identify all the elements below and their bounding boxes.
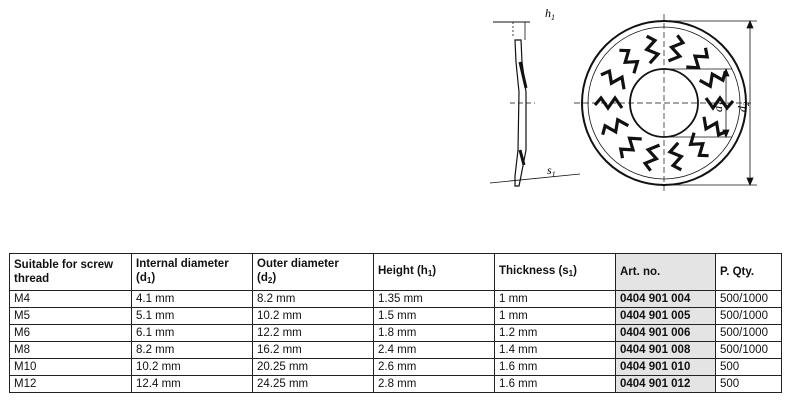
cell-pack-qty: 500 [716,359,782,376]
cell-art-no: 0404 901 008 [616,342,716,359]
table-row [10,308,782,325]
cell-thread: M8 [10,342,132,359]
specifications-table [9,253,782,393]
cell-thread: M6 [10,325,132,342]
table-row [10,325,782,342]
h1-label: $h_1$ [545,6,555,22]
cell-art-no: 0404 901 010 [616,359,716,376]
table-row [10,359,782,376]
cell-pack-qty: 500 [716,376,782,393]
cell-height: 2.8 mm [374,376,495,393]
cell-internal-diameter: 12.4 mm [132,376,253,393]
cell-thickness: 1 mm [495,291,616,308]
cell-height: 2.4 mm [374,342,495,359]
cell-thread: M5 [10,308,132,325]
cell-outer-diameter: 12.2 mm [253,325,374,342]
cell-height: 1.5 mm [374,308,495,325]
table-row [10,376,782,393]
d2-label: $d_2$ [735,102,751,112]
cell-outer-diameter: 8.2 mm [253,291,374,308]
table-row [10,342,782,359]
s1-label: $s_1$ [547,163,556,179]
cell-art-no: 0404 901 004 [616,291,716,308]
cell-internal-diameter: 4.1 mm [132,291,253,308]
cell-internal-diameter: 5.1 mm [132,308,253,325]
header-thread: Suitable for screw thread [10,254,132,291]
header-outer-diameter: Outer diameter $(d_2)$ [253,254,374,291]
header-internal-diameter: Internal diameter $(d_1)$ [132,254,253,291]
cell-pack-qty: 500/1000 [716,308,782,325]
cell-pack-qty: 500/1000 [716,342,782,359]
cell-height: 1.35 mm [374,291,495,308]
header-art-no: Art. no. [616,254,716,291]
cell-outer-diameter: 16.2 mm [253,342,374,359]
cell-pack-qty: 500/1000 [716,325,782,342]
cell-thread: M10 [10,359,132,376]
cell-thread: M4 [10,291,132,308]
table-header-row [10,254,782,291]
cell-thickness: 1.4 mm [495,342,616,359]
table-row [10,291,782,308]
cell-outer-diameter: 24.25 mm [253,376,374,393]
header-height: Height $(h_1)$ [374,254,495,291]
cell-thickness: 1.6 mm [495,376,616,393]
washer-side-view [490,22,580,186]
cell-art-no: 0404 901 005 [616,308,716,325]
cell-outer-diameter: 10.2 mm [253,308,374,325]
cell-height: 1.8 mm [374,325,495,342]
cell-outer-diameter: 20.25 mm [253,359,374,376]
cell-internal-diameter: 8.2 mm [132,342,253,359]
cell-thickness: 1.6 mm [495,359,616,376]
d1-label: $d_1$ [711,102,727,112]
washer-front-view [574,14,754,192]
cell-height: 2.6 mm [374,359,495,376]
cell-thread: M12 [10,376,132,393]
cell-internal-diameter: 6.1 mm [132,325,253,342]
cell-thickness: 1.2 mm [495,325,616,342]
cell-art-no: 0404 901 006 [616,325,716,342]
cell-thickness: 1 mm [495,308,616,325]
cell-internal-diameter: 10.2 mm [132,359,253,376]
header-thickness: Thickness $(s_1)$ [495,254,616,291]
header-pack-qty: P. Qty. [716,254,782,291]
cell-art-no: 0404 901 012 [616,376,716,393]
cell-pack-qty: 500/1000 [716,291,782,308]
